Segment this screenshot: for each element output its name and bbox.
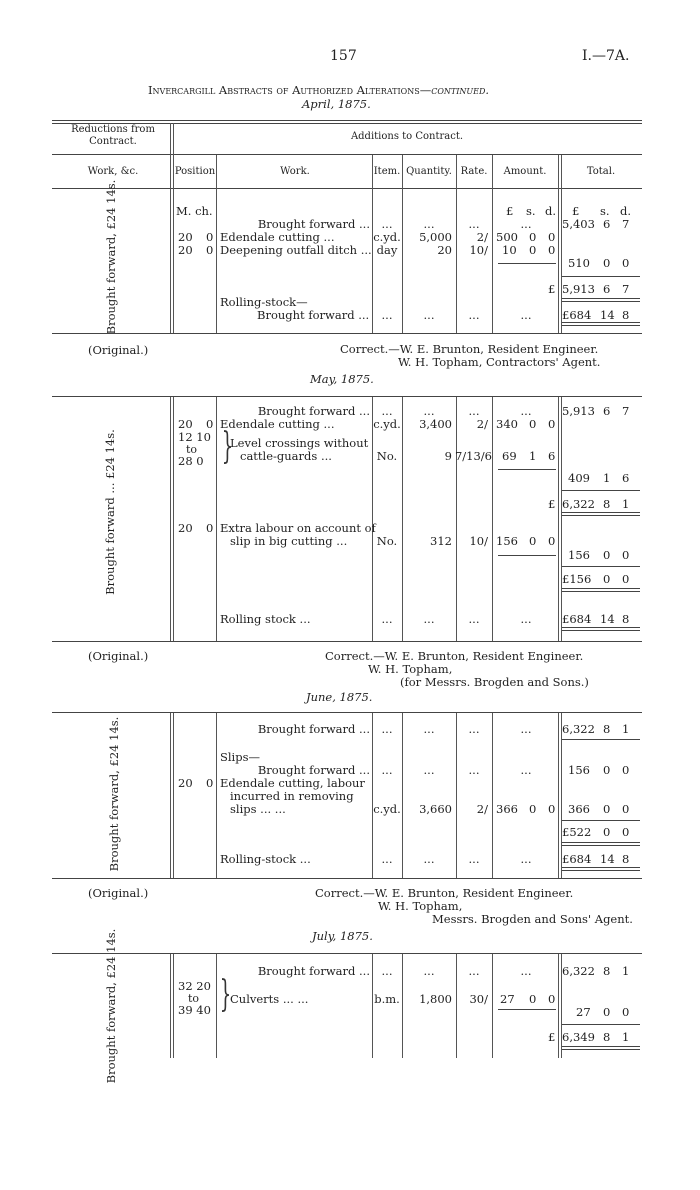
agent-signature: W. H. Topham,	[378, 899, 463, 913]
subtotal-pence: 0	[622, 548, 630, 562]
total-pounds: 5,403	[562, 217, 595, 231]
column-rule	[492, 713, 493, 878]
amount-cell: ...	[520, 404, 532, 418]
item-cell: ...	[381, 217, 393, 231]
month-july: July, 1875.	[312, 929, 373, 943]
column-rule	[558, 155, 562, 333]
sum-rule	[562, 820, 640, 821]
sum-rule	[562, 490, 640, 491]
quantity-cell: 1,800	[419, 992, 452, 1006]
quantity-cell: ...	[423, 852, 435, 866]
work-text: slip in big cutting ...	[230, 534, 348, 548]
position-value: 0	[206, 230, 214, 244]
position-value: 12 10	[178, 430, 211, 444]
rate-cell: 2/	[476, 417, 488, 431]
work-text: Level crossings without	[230, 436, 369, 450]
total-pounds: 6,322	[562, 722, 595, 736]
correct-signature: Correct.—W. E. Brunton, Resident Engineer.	[325, 649, 584, 663]
sum-rule	[498, 469, 556, 470]
original-note: (Original.)	[88, 343, 149, 357]
amount-cell: ...	[520, 722, 532, 736]
amount-pence: 0	[548, 417, 556, 431]
amount-cell: ...	[520, 308, 532, 322]
total-shillings: 0	[603, 763, 611, 777]
sum-rule	[498, 1009, 556, 1010]
grand-total-shillings: 8	[603, 1030, 611, 1044]
rate-cell: ...	[468, 722, 480, 736]
item-cell: ...	[381, 308, 393, 322]
item-cell: c.yd.	[373, 230, 401, 244]
currency-shilling: s.	[526, 204, 536, 218]
rule	[52, 641, 642, 642]
total-pounds: 5,913	[562, 404, 595, 418]
total-pound-sign: £	[548, 497, 556, 511]
item-cell: ...	[381, 404, 393, 418]
quantity-cell: ...	[423, 612, 435, 626]
position-value: 39 40	[178, 1003, 211, 1017]
work-text: Rolling-stock—	[220, 295, 308, 309]
position-value: 0	[206, 776, 214, 790]
position-value: to	[188, 992, 200, 1005]
grand-total-pounds: 5,913	[562, 282, 595, 296]
rolling-total-pence: 8	[622, 612, 630, 626]
rate-cell: ...	[468, 763, 480, 777]
item-cell: c.yd.	[373, 417, 401, 431]
position-value: 20	[178, 243, 193, 257]
currency-pence: d.	[545, 204, 557, 218]
document-reference: I.—7A.	[582, 48, 630, 64]
amount-pence: 0	[548, 534, 556, 548]
currency-pound: £	[572, 204, 580, 218]
total-shillings: 0	[603, 1005, 611, 1019]
column-rule	[170, 397, 174, 641]
month-may: May, 1875.	[310, 372, 374, 386]
rate-cell: 2/	[476, 802, 488, 816]
position-value: to	[186, 443, 198, 456]
units-position: M. ch.	[176, 204, 213, 218]
work-text: Deepening outfall ditch ...	[220, 243, 372, 257]
header-quantity: Quantity.	[406, 166, 452, 177]
quantity-cell: 312	[430, 534, 452, 548]
month-april: April, 1875.	[302, 97, 371, 111]
quantity-cell: ...	[423, 404, 435, 418]
quantity-cell: 5,000	[419, 230, 452, 244]
column-rule	[170, 954, 174, 1058]
amount-cell: ...	[520, 852, 532, 866]
header-position: Position	[174, 166, 216, 177]
total-shillings: 8	[603, 722, 611, 736]
rule	[52, 878, 642, 879]
rate-cell: 30/	[469, 992, 488, 1006]
amount-pounds: 27	[500, 992, 515, 1006]
work-text: Brought forward ...	[257, 763, 370, 777]
work-text: incurred in removing	[230, 789, 354, 803]
quantity-cell: ...	[423, 308, 435, 322]
rolling-total-shillings: 14	[600, 852, 615, 866]
work-text: Culverts ... ...	[230, 992, 309, 1006]
work-text: Brought forward ...	[257, 722, 370, 736]
amount-pence: 0	[548, 243, 556, 257]
total-pounds: 27	[576, 1005, 591, 1019]
amount-cell: ...	[520, 763, 532, 777]
rate-cell: ...	[468, 404, 480, 418]
rule	[52, 333, 642, 334]
amount-cell: ...	[520, 612, 532, 626]
position-value: 20	[178, 230, 193, 244]
rule	[52, 712, 642, 713]
amount-pence: 0	[548, 992, 556, 1006]
column-rule	[216, 155, 217, 333]
agent-signature: W. H. Topham, Contractors' Agent.	[398, 355, 601, 369]
sum-rule	[562, 867, 640, 871]
quantity-cell: ...	[423, 217, 435, 231]
rule	[52, 953, 642, 954]
amount-cell: ...	[520, 964, 532, 978]
grand-total-shillings: 8	[603, 497, 611, 511]
subtotal-pence: 6	[622, 471, 630, 485]
work-text: Edendale cutting, labour	[220, 776, 365, 790]
grand-total-shillings: 0	[603, 572, 611, 586]
subtotal-shillings: 0	[603, 256, 611, 270]
column-rule	[402, 397, 403, 641]
amount-pounds: 10	[502, 243, 517, 257]
column-rule	[170, 713, 174, 878]
amount-pounds: 69	[502, 449, 517, 463]
column-rule	[492, 155, 493, 333]
header-reductions: Reductions from Contract.	[71, 124, 155, 147]
currency-shilling: s.	[600, 204, 610, 218]
sum-rule	[562, 1024, 640, 1025]
total-pounds: 6,322	[562, 964, 595, 978]
column-rule	[372, 397, 373, 641]
column-rule	[170, 123, 174, 333]
sum-rule	[562, 322, 640, 326]
total-pence: 0	[622, 802, 630, 816]
sum-rule	[498, 555, 556, 556]
grand-total-pence: 0	[622, 572, 630, 586]
sum-rule	[562, 739, 640, 740]
rate-cell: 2/	[476, 230, 488, 244]
amount-shillings: 1	[529, 449, 537, 463]
amount-shillings: 0	[529, 802, 537, 816]
column-rule	[492, 954, 493, 1058]
rule	[52, 188, 642, 189]
amount-pence: 0	[548, 230, 556, 244]
subtotal-shillings: 0	[603, 548, 611, 562]
work-text: Brought forward ...	[257, 404, 370, 418]
rate-cell: 10/	[469, 534, 488, 548]
total-pounds: 366	[568, 802, 590, 816]
total-shillings: 0	[603, 802, 611, 816]
grand-total-pounds: 6,322	[562, 497, 595, 511]
work-text: Brought forward ...	[257, 217, 370, 231]
amount-pounds: 156	[496, 534, 518, 548]
grand-total-pence: 1	[622, 1030, 630, 1044]
total-pound-sign: £	[548, 282, 556, 296]
rate-cell: ...	[468, 852, 480, 866]
position-value: 20	[178, 776, 193, 790]
rolling-total-pounds: £684	[562, 612, 592, 626]
sum-rule	[562, 512, 640, 516]
quantity-cell: ...	[423, 722, 435, 736]
work-text: Brought forward ...	[257, 308, 370, 322]
header-amount: Amount.	[503, 166, 547, 177]
position-value: 20	[178, 417, 193, 431]
rolling-total-shillings: 14	[600, 308, 615, 322]
amount-pence: 0	[548, 802, 556, 816]
column-rule	[216, 397, 217, 641]
grand-total-pounds: £522	[562, 825, 592, 839]
column-rule	[492, 397, 493, 641]
rule	[52, 396, 642, 397]
currency-pound: £	[506, 204, 514, 218]
side-note-may: Brought forward ... £24 14s.	[103, 429, 117, 595]
agent-signature: Messrs. Brogden and Sons' Agent.	[432, 912, 633, 926]
column-rule	[216, 713, 217, 878]
item-cell: No.	[376, 534, 398, 548]
page-title: Invercargill Abstracts of Authorized Alterations—continued.	[148, 83, 490, 97]
item-cell: b.m.	[374, 992, 400, 1006]
subtotal-pence: 0	[622, 256, 630, 270]
correct-signature: Correct.—W. E. Brunton, Resident Engineer.	[315, 886, 574, 900]
work-text: Edendale cutting ...	[220, 417, 335, 431]
quantity-cell: 9	[444, 449, 452, 463]
original-note: (Original.)	[88, 886, 149, 900]
position-value: 32 20	[178, 979, 211, 993]
position-value: 0	[206, 417, 214, 431]
sum-rule	[562, 627, 640, 631]
amount-shillings: 0	[529, 992, 537, 1006]
total-pound-sign: £	[548, 1030, 556, 1044]
sum-rule	[562, 298, 640, 302]
amount-pounds: 500	[496, 230, 518, 244]
item-cell: No.	[376, 449, 398, 463]
subtotal-pounds: 156	[568, 548, 590, 562]
work-text: Brought forward ...	[257, 964, 370, 978]
sum-rule	[562, 1046, 640, 1050]
total-pence: 7	[622, 217, 630, 231]
grand-total-pence: 0	[622, 825, 630, 839]
amount-cell: ...	[520, 217, 532, 231]
item-cell: ...	[381, 852, 393, 866]
item-cell: ...	[381, 722, 393, 736]
rolling-total-pence: 8	[622, 308, 630, 322]
sum-rule	[562, 588, 640, 592]
agent-signature: (for Messrs. Brogden and Sons.)	[400, 675, 589, 689]
position-value: 0	[206, 243, 214, 257]
amount-shillings: 0	[529, 417, 537, 431]
item-cell: c.yd.	[373, 802, 401, 816]
rate-cell: ...	[468, 217, 480, 231]
subtotal-shillings: 1	[603, 471, 611, 485]
header-work: Work.	[280, 166, 310, 177]
grand-total-pounds: £156	[562, 572, 592, 586]
subtotal-pounds: 409	[568, 471, 590, 485]
total-pence: 1	[622, 722, 630, 736]
brace-icon: }	[219, 974, 232, 1015]
brace-icon: }	[221, 426, 234, 467]
original-note: (Original.)	[88, 649, 149, 663]
total-shillings: 8	[603, 964, 611, 978]
side-note-june: Brought forward, £24 14s.	[107, 716, 121, 872]
rate-cell: ...	[468, 612, 480, 626]
quantity-cell: 20	[437, 243, 452, 257]
work-text: slips ... ...	[230, 802, 286, 816]
correct-signature: Correct.—W. E. Brunton, Resident Engineer.	[340, 342, 599, 356]
total-pence: 1	[622, 964, 630, 978]
amount-pounds: 366	[496, 802, 518, 816]
rate-cell: 7/13/6	[454, 449, 492, 463]
sum-rule	[562, 566, 640, 567]
quantity-cell: ...	[423, 763, 435, 777]
agent-signature: W. H. Topham,	[368, 662, 453, 676]
grand-total-pence: 1	[622, 497, 630, 511]
header-item: Item.	[373, 166, 401, 177]
amount-pounds: 340	[496, 417, 518, 431]
sum-rule	[498, 263, 556, 264]
total-pence: 0	[622, 1005, 630, 1019]
header-rate: Rate.	[460, 166, 488, 177]
quantity-cell: 3,400	[419, 417, 452, 431]
position-value: 20	[178, 521, 193, 535]
amount-shillings: 0	[529, 534, 537, 548]
page-number: 157	[330, 48, 357, 64]
header-additions: Additions to Contract.	[350, 131, 464, 142]
sum-rule	[562, 842, 640, 846]
rate-cell: 10/	[469, 243, 488, 257]
grand-total-pence: 7	[622, 282, 630, 296]
column-rule	[558, 397, 562, 641]
total-pence: 7	[622, 404, 630, 418]
position-value: 0	[206, 521, 214, 535]
rolling-total-pounds: £684	[562, 308, 592, 322]
work-text: Rolling stock ...	[220, 612, 311, 626]
subtotal-pounds: 510	[568, 256, 590, 270]
item-cell: ...	[381, 964, 393, 978]
side-note-july: Brought forward, £24 14s.	[104, 928, 118, 1084]
work-text: Edendale cutting ...	[220, 230, 335, 244]
quantity-cell: ...	[423, 964, 435, 978]
grand-total-pounds: 6,349	[562, 1030, 595, 1044]
total-pounds: 156	[568, 763, 590, 777]
rolling-total-shillings: 14	[600, 612, 615, 626]
rolling-total-pounds: £684	[562, 852, 592, 866]
currency-pence: d.	[620, 204, 632, 218]
position-value: 28 0	[178, 454, 204, 468]
item-cell: ...	[381, 612, 393, 626]
rate-cell: ...	[468, 964, 480, 978]
total-pence: 0	[622, 763, 630, 777]
work-text: Slips—	[220, 750, 260, 764]
grand-total-shillings: 6	[603, 282, 611, 296]
month-june: June, 1875.	[306, 690, 373, 704]
work-text: Rolling-stock ...	[220, 852, 311, 866]
amount-shillings: 0	[529, 243, 537, 257]
column-rule	[456, 397, 457, 641]
rate-cell: ...	[468, 308, 480, 322]
quantity-cell: 3,660	[419, 802, 452, 816]
total-shillings: 6	[603, 217, 611, 231]
rolling-total-pence: 8	[622, 852, 630, 866]
rule	[52, 154, 642, 155]
amount-shillings: 0	[529, 230, 537, 244]
work-text: Extra labour on account of	[220, 521, 376, 535]
grand-total-shillings: 0	[603, 825, 611, 839]
amount-pence: 6	[548, 449, 556, 463]
item-cell: ...	[381, 763, 393, 777]
total-shillings: 6	[603, 404, 611, 418]
item-cell: day	[376, 243, 398, 257]
side-note-april: Brought forward, £24 14s.	[104, 179, 118, 335]
work-text: cattle-guards ...	[240, 449, 332, 463]
header-work-etc: Work, &c.	[87, 166, 139, 177]
header-total: Total.	[586, 166, 616, 177]
sum-rule	[562, 276, 640, 277]
column-rule	[216, 954, 217, 1058]
